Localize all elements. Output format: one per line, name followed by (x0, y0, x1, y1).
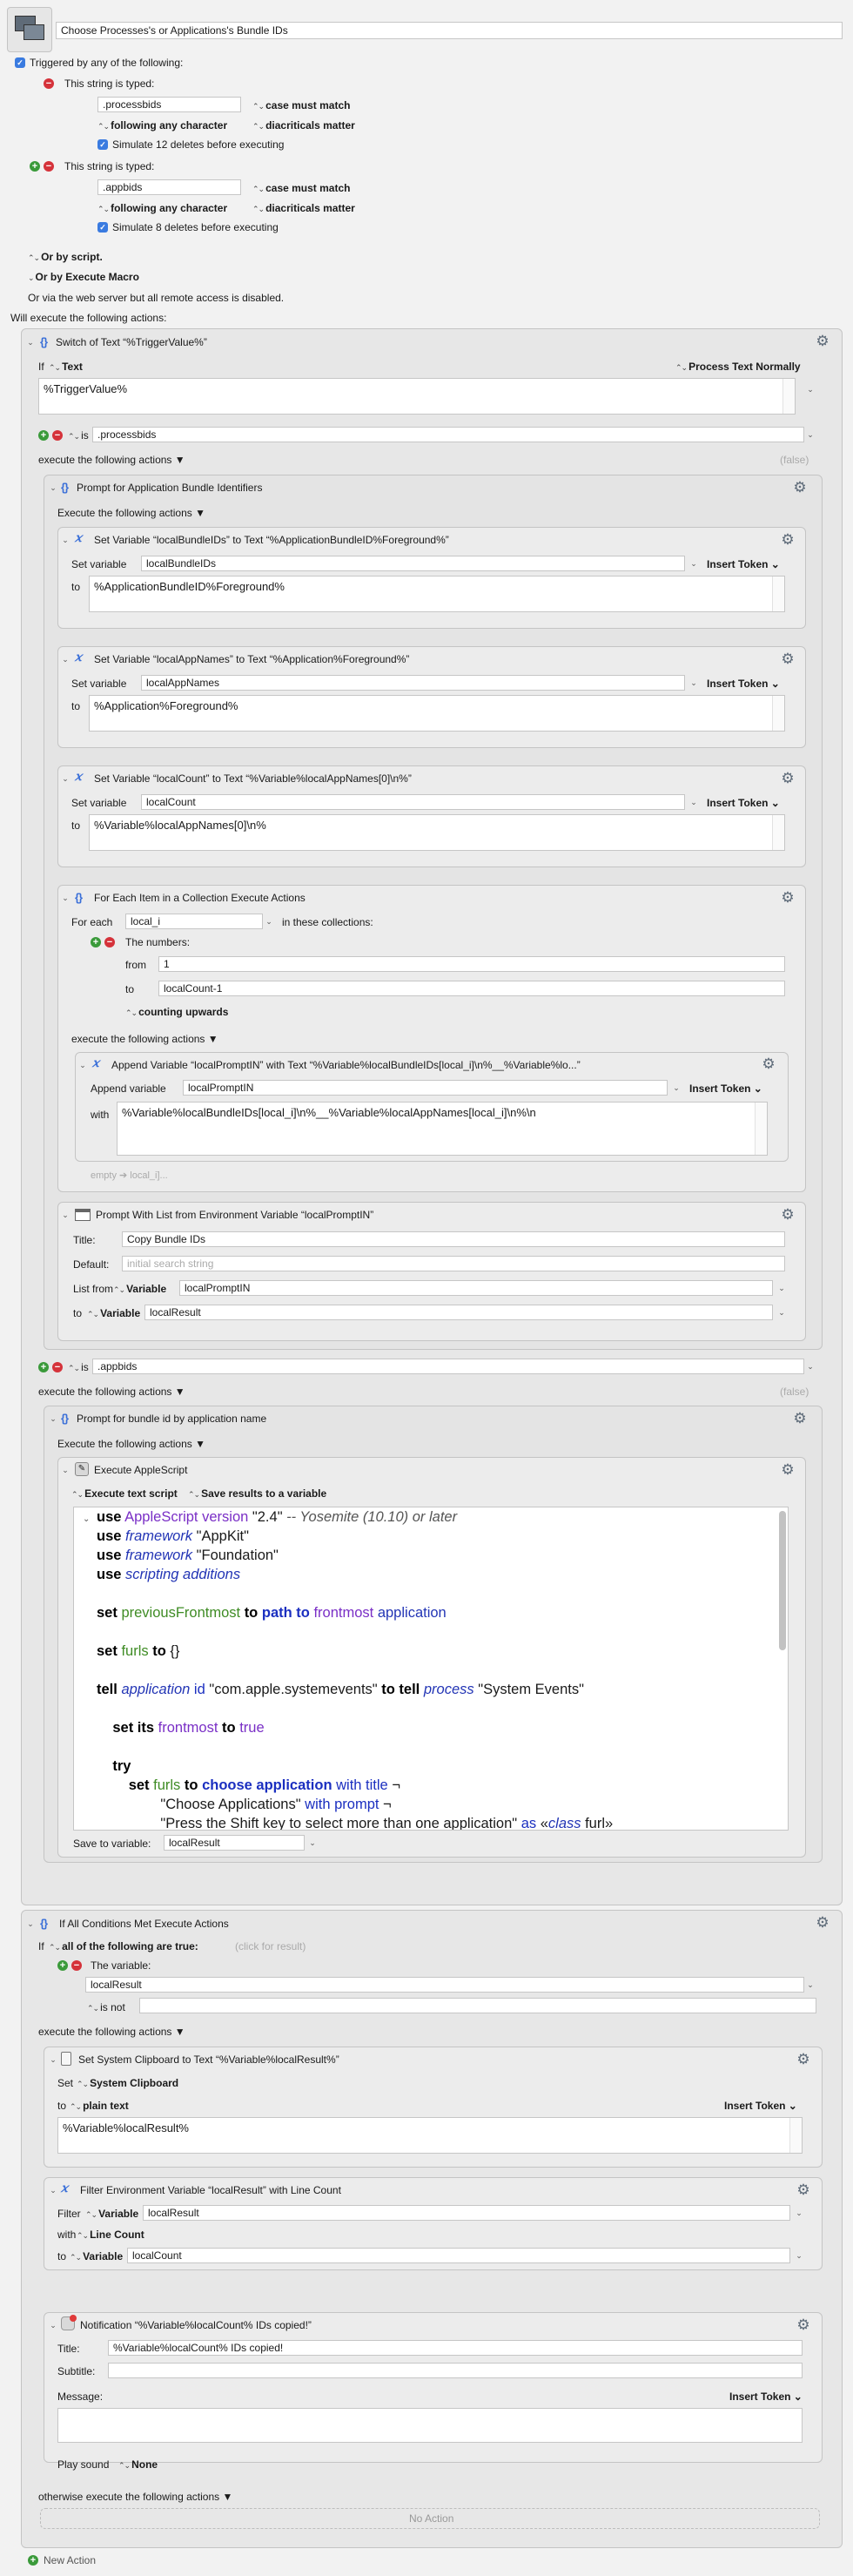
case-value-chevron[interactable]: ⌄ (807, 1362, 814, 1371)
variable-name-chevron[interactable]: ⌄ (690, 798, 697, 806)
no-action-label: No Action (409, 2512, 454, 2525)
case-value-input[interactable]: .appbids (92, 1359, 804, 1374)
or-by-execute-macro-disclosure[interactable]: ⌄ Or by Execute Macro (28, 271, 139, 283)
typed-string-label: This string is typed: (64, 78, 155, 90)
to-label: to (71, 581, 81, 593)
if-icon: {} (40, 1917, 48, 1930)
text-source-select[interactable]: ⌃⌄ Text (49, 361, 83, 373)
filter-variable-chevron[interactable]: ⌄ (796, 2208, 803, 2217)
condition-variable-input[interactable]: localResult (85, 1977, 804, 1993)
action-title: Filter Environment Variable “localResult” with Line Count (80, 2184, 341, 2196)
to-label: to (125, 983, 135, 995)
notification-icon (61, 2316, 75, 2330)
append-text-field[interactable]: %Variable%localBundleIDs[local_i]\n%__%Variable%localAppNames[local_i]\n%\n (117, 1102, 768, 1156)
condition-value-input[interactable] (139, 1998, 816, 2013)
empty-placeholder: empty ➔ local_i]... (91, 1170, 168, 1181)
typed-string-input[interactable]: .processbids (97, 97, 241, 112)
collapse-chevron[interactable]: ⌄ (27, 1919, 34, 1928)
group-icon: {} (61, 1412, 69, 1425)
collapse-chevron[interactable]: ⌄ (50, 483, 57, 492)
filter-label: Filter (57, 2208, 81, 2220)
remove-collection-button[interactable]: − (104, 937, 115, 947)
switch-text-field[interactable]: %TriggerValue% (38, 378, 796, 415)
insert-token-menu[interactable]: Insert Token ⌄ (707, 678, 780, 690)
variable-icon: 𝑥 (75, 770, 82, 784)
set-label: Set (57, 2077, 74, 2089)
action-title: Set Variable “localBundleIDs” to Text “%ApplicationBundleID%Foreground%” (94, 534, 449, 546)
condition-variable-chevron[interactable]: ⌄ (807, 1980, 814, 1989)
notification-title-input[interactable]: %Variable%localCount% IDs copied! (108, 2340, 803, 2356)
remove-case-button[interactable]: − (52, 430, 63, 441)
case-match-select[interactable]: ⌃⌄ case must match (252, 99, 351, 111)
simulate-deletes-label: Simulate 8 deletes before executing (112, 221, 279, 233)
clipboard-select[interactable]: ⌃⌄ System Clipboard (77, 2077, 179, 2089)
gear-icon[interactable]: ⚙ (781, 770, 795, 786)
case-condition-select[interactable]: ⌃⌄ is (68, 1361, 89, 1373)
if-label: If (38, 1940, 44, 1952)
if-label: If (38, 361, 44, 373)
in-collections-label: in these collections: (282, 916, 373, 928)
applescript-icon: ✎ (75, 1462, 89, 1476)
filter-with-select[interactable]: ⌃⌄ Line Count (77, 2229, 144, 2241)
set-variable-label: Set variable (71, 678, 127, 690)
otherwise-label[interactable]: otherwise execute the following actions ▼ (38, 2491, 233, 2503)
set-variable-label: Set variable (71, 558, 127, 570)
filter-type-select[interactable]: ⌃⌄ Variable (85, 2208, 139, 2220)
variable-icon: 𝑥 (75, 651, 82, 664)
variable-name-chevron[interactable]: ⌄ (690, 678, 697, 687)
for-each-label: For each (71, 916, 113, 928)
case-condition-select[interactable]: ⌃⌄ is (68, 429, 89, 442)
following-select[interactable]: ⌃⌄ following any character (97, 119, 228, 131)
gear-icon[interactable]: ⚙ (781, 531, 795, 548)
variable-name-chevron[interactable]: ⌄ (690, 559, 697, 568)
collapse-chevron[interactable]: ⌄ (50, 2321, 57, 2330)
variable-name-input[interactable]: localCount (141, 794, 685, 810)
save-variable-input[interactable]: localResult (164, 1835, 305, 1851)
or-by-script-disclosure[interactable]: ⌃⌄ Or by script. (28, 251, 103, 263)
gear-icon[interactable]: ⚙ (781, 651, 795, 667)
counting-select[interactable]: ⌃⌄ counting upwards (125, 1006, 229, 1018)
save-results-select[interactable]: ⌃⌄ Save results to a variable (188, 1487, 327, 1500)
numbers-label: The numbers: (125, 936, 191, 948)
action-title: Notification “%Variable%localCount% IDs copied!” (80, 2319, 312, 2331)
variable-name-input[interactable]: localPromptIN (183, 1080, 668, 1096)
to-variable-input[interactable]: localResult (144, 1305, 773, 1320)
simulate-deletes-label: Simulate 12 deletes before executing (112, 138, 285, 151)
collapse-chevron[interactable]: ⌄ (62, 1466, 69, 1474)
case-match-select[interactable]: ⌃⌄ case must match (252, 182, 351, 194)
list-from-type-select[interactable]: ⌃⌄ Variable (113, 1283, 167, 1295)
loop-variable-chevron[interactable]: ⌄ (265, 917, 272, 926)
collapse-chevron[interactable]: ⌄ (50, 2055, 57, 2064)
add-condition-button[interactable]: + (57, 1960, 68, 1971)
insert-token-menu[interactable]: Insert Token ⌄ (724, 2100, 797, 2112)
variable-icon: 𝑥 (61, 2182, 68, 2195)
remove-trigger-button[interactable]: − (44, 78, 54, 89)
insert-token-menu[interactable]: Insert Token ⌄ (689, 1082, 762, 1095)
to-input[interactable]: localCount-1 (158, 981, 785, 996)
diacriticals-select[interactable]: ⌃⌄ diacriticals matter (252, 202, 355, 214)
will-execute-label: Will execute the following actions: (10, 312, 167, 324)
variable-name-input[interactable]: localAppNames (141, 675, 685, 691)
remove-case-button[interactable]: − (52, 1362, 63, 1372)
variable-name-chevron[interactable]: ⌄ (673, 1083, 680, 1092)
is-not-select[interactable]: ⌃⌄ is not (87, 2001, 125, 2013)
with-label: with (91, 1109, 110, 1121)
collapse-chevron[interactable]: ⌄ (62, 536, 69, 544)
collapse-chevron[interactable]: ⌄ (62, 1210, 69, 1219)
the-variable-label: The variable: (91, 1959, 151, 1972)
clipboard-icon (61, 2052, 71, 2066)
text-field-menu-chevron[interactable]: ⌄ (807, 385, 814, 394)
gear-icon[interactable]: ⚙ (762, 1055, 776, 1072)
insert-token-menu[interactable]: Insert Token ⌄ (707, 558, 780, 570)
collapse-chevron[interactable]: ⌄ (62, 655, 69, 664)
to-variable-input[interactable]: localCount (127, 2248, 790, 2263)
typed-string-label: This string is typed: (64, 160, 155, 172)
collapse-chevron[interactable]: ⌄ (62, 774, 69, 783)
sound-select[interactable]: ⌃⌄ None (118, 2458, 158, 2471)
switch-icon: {} (40, 335, 48, 348)
value-text-field[interactable]: %Application%Foreground% (89, 695, 785, 732)
new-action-button[interactable]: + (28, 2555, 38, 2566)
default-input[interactable]: initial search string (122, 1256, 785, 1271)
subtitle-label: Subtitle: (57, 2365, 96, 2377)
variable-icon: 𝑥 (75, 531, 82, 545)
with-label: with (57, 2229, 77, 2241)
to-variable-chevron[interactable]: ⌄ (796, 2251, 803, 2260)
case-value-chevron[interactable]: ⌄ (807, 430, 814, 439)
trigger-label: Triggered by any of the following: (30, 57, 184, 69)
click-for-result[interactable]: (click for result) (235, 1940, 306, 1952)
title-label: Title: (57, 2343, 80, 2355)
to-label: to (57, 2250, 67, 2262)
execute-following-label[interactable]: Execute the following actions ▼ (57, 1438, 205, 1450)
action-title: Append Variable “localPromptIN” with Text “%Variable%localBundleIDs[local_i]\n%__%Variable%lo...” (111, 1059, 581, 1071)
insert-token-menu[interactable]: Insert Token ⌄ (707, 797, 780, 809)
variable-name-input[interactable]: localBundleIDs (141, 556, 685, 571)
action-title: Switch of Text “%TriggerValue%” (56, 336, 207, 348)
append-variable-label: Append variable (91, 1082, 166, 1095)
execute-following-label[interactable]: execute the following actions ▼ (71, 1033, 218, 1045)
simulate-deletes-checkbox[interactable]: ✓ (97, 139, 108, 150)
value-text-field[interactable]: %Variable%localAppNames[0]\n% (89, 814, 785, 851)
window-icon (75, 1209, 91, 1221)
all-conditions-select[interactable]: ⌃⌄ all of the following are true: (49, 1940, 198, 1952)
set-variable-label: Set variable (71, 797, 127, 809)
loop-icon: {} (75, 891, 83, 904)
default-label: Default: (73, 1258, 110, 1271)
value-text-field[interactable]: %ApplicationBundleID%Foreground% (89, 576, 785, 612)
gear-icon[interactable]: ⚙ (781, 889, 795, 906)
action-title: Prompt for Application Bundle Identifiers (77, 482, 263, 494)
execute-text-script-select[interactable]: ⌃⌄ Execute text script (71, 1487, 178, 1500)
filter-variable-input[interactable]: localResult (143, 2205, 790, 2221)
gear-icon[interactable]: ⚙ (796, 2182, 810, 2198)
process-text-select[interactable]: ⌃⌄ Process Text Normally (675, 361, 801, 373)
gear-icon[interactable]: ⚙ (793, 1410, 807, 1426)
action-title: Execute AppleScript (94, 1464, 188, 1476)
new-action-label[interactable]: New Action (44, 2554, 97, 2566)
collapse-chevron[interactable]: ⌄ (50, 1414, 57, 1423)
collapse-chevron[interactable]: ⌄ (62, 894, 69, 902)
list-from-label: List from (73, 1283, 114, 1295)
list-from-chevron[interactable]: ⌄ (778, 1284, 785, 1292)
gear-icon[interactable]: ⚙ (816, 1914, 829, 1931)
execute-following-label[interactable]: execute the following actions ▼ (38, 454, 185, 466)
macro-icon (7, 7, 52, 52)
collapse-chevron[interactable]: ⌄ (27, 338, 34, 347)
applescript-editor[interactable]: ⌄ use AppleScript version "2.4" -- Yosemite (10.10) or later use framework "AppKit" use framework "Foundation" use scripting additions set previousFrontmost to path to frontmost application set furls to {} tell application id "com.apple.systemevents" to tell process "System Events" set its frontmost to true try set furls to choose application with title ¬ "Choose Applications" with prompt ¬ "Press the Shift key to select more than one application" as «class furl» (73, 1507, 789, 1831)
prompt-with-list-action[interactable] (57, 1202, 806, 1341)
simulate-deletes-checkbox[interactable]: ✓ (97, 222, 108, 233)
execute-following-label[interactable]: execute the following actions ▼ (38, 2026, 185, 2038)
add-trigger-button[interactable]: + (30, 161, 40, 172)
title-label: Title: (73, 1234, 96, 1246)
add-case-button[interactable]: + (38, 1362, 49, 1372)
variable-icon: 𝑥 (92, 1056, 99, 1070)
action-title: Set Variable “localCount” to Text “%Variable%localAppNames[0]\n%” (94, 772, 412, 785)
diacriticals-select[interactable]: ⌃⌄ diacriticals matter (252, 119, 355, 131)
false-result: (false) (780, 1386, 809, 1398)
notification-subtitle-input[interactable] (108, 2363, 803, 2378)
play-sound-label: Play sound (57, 2458, 110, 2471)
trigger-checkbox[interactable]: ✓ (15, 57, 25, 68)
to-label: to (71, 819, 81, 832)
web-server-note: Or via the web server but all remote access is disabled. (28, 292, 285, 304)
save-to-variable-label: Save to variable: (73, 1838, 151, 1850)
format-select[interactable]: ⌃⌄ plain text (70, 2100, 129, 2112)
remove-condition-button[interactable]: − (71, 1960, 82, 1971)
gear-icon[interactable]: ⚙ (796, 2051, 810, 2067)
to-type-select[interactable]: ⌃⌄ Variable (87, 1307, 141, 1319)
from-input[interactable]: 1 (158, 956, 785, 972)
macro-title-field[interactable]: Choose Processes's or Applications's Bundle IDs (56, 22, 843, 39)
message-label: Message: (57, 2391, 104, 2403)
collapse-chevron[interactable]: ⌄ (79, 1061, 86, 1069)
action-title: Prompt for bundle id by application name (77, 1413, 267, 1425)
save-variable-chevron[interactable]: ⌄ (309, 1838, 316, 1847)
to-label: to (57, 2100, 67, 2112)
gear-icon[interactable]: ⚙ (796, 2316, 810, 2333)
execute-following-label[interactable]: Execute the following actions ▼ (57, 507, 205, 519)
typed-string-input[interactable]: .appbids (97, 179, 241, 195)
add-collection-button[interactable]: + (91, 937, 101, 947)
group-icon: {} (61, 481, 69, 494)
action-title: Prompt With List from Environment Variable “localPromptIN” (96, 1209, 374, 1221)
remove-trigger-button[interactable]: − (44, 161, 54, 172)
action-title: Set Variable “localAppNames” to Text “%Application%Foreground%” (94, 653, 410, 665)
action-title: For Each Item in a Collection Execute Actions (94, 892, 306, 904)
gear-icon[interactable]: ⚙ (793, 479, 807, 496)
to-variable-chevron[interactable]: ⌄ (778, 1308, 785, 1317)
action-title: Set System Clipboard to Text “%Variable%localResult%” (78, 2053, 339, 2066)
false-result: (false) (780, 454, 809, 466)
gear-icon[interactable]: ⚙ (781, 1206, 795, 1223)
execute-following-label[interactable]: execute the following actions ▼ (38, 1386, 185, 1398)
title-input[interactable]: Copy Bundle IDs (122, 1231, 785, 1247)
gear-icon[interactable]: ⚙ (816, 333, 829, 349)
collapse-chevron[interactable]: ⌄ (50, 2186, 57, 2195)
insert-token-menu[interactable]: Insert Token ⌄ (729, 2391, 803, 2403)
gear-icon[interactable]: ⚙ (781, 1461, 795, 1478)
add-case-button[interactable]: + (38, 430, 49, 441)
from-label: from (125, 959, 146, 971)
case-value-input[interactable]: .processbids (92, 427, 804, 442)
following-select[interactable]: ⌃⌄ following any character (97, 202, 228, 214)
to-label: to (73, 1307, 83, 1319)
loop-variable-input[interactable]: local_i (125, 914, 263, 929)
action-title: If All Conditions Met Execute Actions (59, 1918, 229, 1930)
notification-message-field[interactable] (57, 2408, 803, 2443)
to-type-select[interactable]: ⌃⌄ Variable (70, 2250, 124, 2262)
clipboard-text-field[interactable]: %Variable%localResult% (57, 2117, 803, 2154)
list-from-variable-input[interactable]: localPromptIN (179, 1280, 773, 1296)
to-label: to (71, 700, 81, 712)
